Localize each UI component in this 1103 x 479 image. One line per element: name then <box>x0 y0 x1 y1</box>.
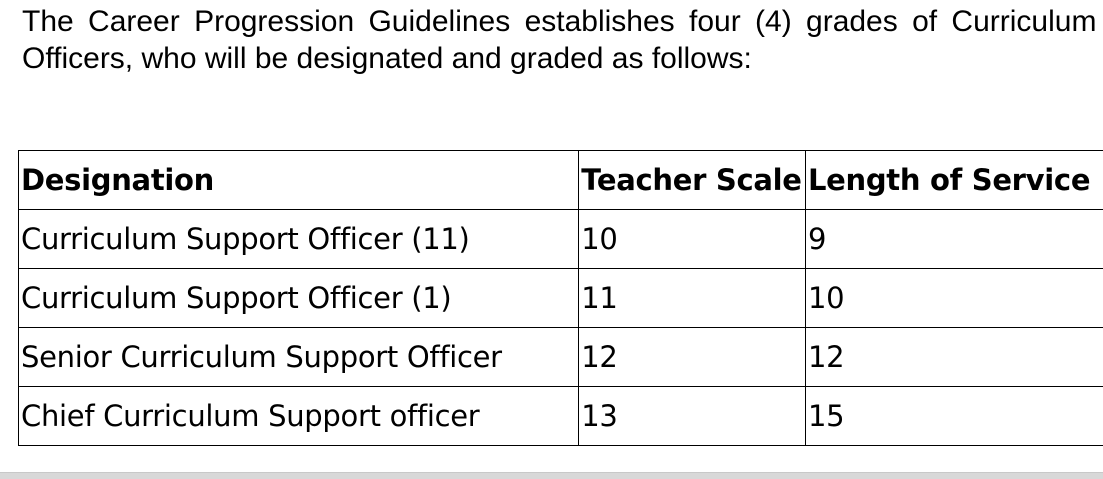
table-row <box>19 210 1103 269</box>
cell-designation: Curriculum Support Officer (11) <box>19 210 579 269</box>
header-designation: Designation <box>19 151 579 210</box>
cell-length-of-service: 9 <box>805 210 1103 269</box>
cell-teacher-scale: 10 <box>579 210 806 269</box>
cell-designation: Curriculum Support Officer (1) <box>19 269 579 328</box>
table-row <box>19 269 1103 328</box>
intro-paragraph <box>22 3 1103 77</box>
table-row <box>19 387 1103 446</box>
table-header-row <box>19 151 1103 210</box>
grades-table <box>18 150 1103 446</box>
cell-length-of-service: 10 <box>805 269 1103 328</box>
cell-teacher-scale: 13 <box>579 387 806 446</box>
cell-designation: Senior Curriculum Support Officer <box>19 328 579 387</box>
cell-teacher-scale: 12 <box>579 328 806 387</box>
header-length-of-service: Length of Service <box>805 151 1103 210</box>
cell-designation: Chief Curriculum Support officer <box>19 387 579 446</box>
intro-line-1: The Career Progression Guidelines establishes four (4) grades of Curriculum <box>22 3 1103 40</box>
header-teacher-scale: Teacher Scale <box>579 151 806 210</box>
intro-line-2: Officers, who will be designated and graded as follows: <box>22 40 1103 77</box>
cell-length-of-service: 15 <box>805 387 1103 446</box>
table-row <box>19 328 1103 387</box>
cell-teacher-scale: 11 <box>579 269 806 328</box>
cell-length-of-service: 12 <box>805 328 1103 387</box>
